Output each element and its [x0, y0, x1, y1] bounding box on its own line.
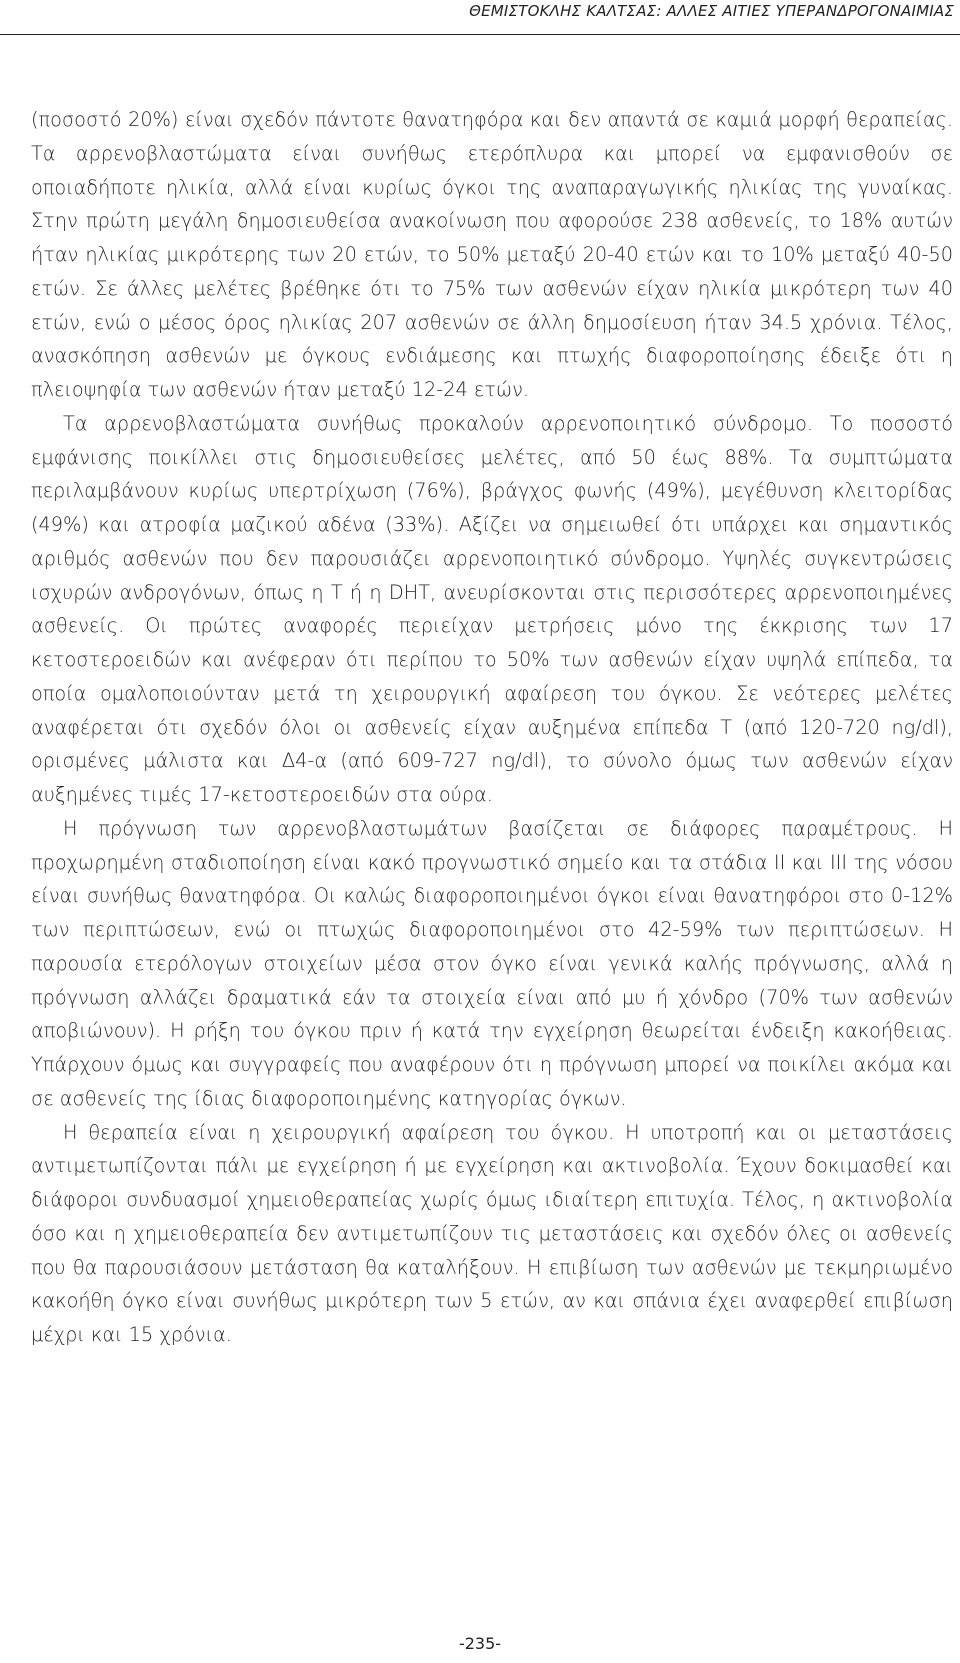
paragraph-treatment: Η θεραπεία είναι η χειρουργική αφαίρεση του όγκου. Η υποτροπή και οι μεταστάσεις αντιμετωπίζονται πάλι με εγχείρηση ή με εγχείρηση και ακτινοβολία. Έχουν δοκιμασθεί και διάφοροι συνδυασμοί χημειοθεραπείας χωρίς όμως ιδιαίτερη επιτυχία. Τέλος, η ακτινοβολία όσο και η χημειοθεραπεία δεν αντιμετωπίζουν τις μεταστάσεις και σχεδόν όλες οι ασθενείς που θα παρουσιάσουν μετάσταση θα καταλήξουν. Η επιβίωση των ασθενών με τεκμηριωμένο κακοήθη όγκο είναι συνήθως μικρότερη των 5 ετών, αν και σπάνια έχει αναφερθεί επιβίωση μέχρι και 15 χρόνια. — [31, 1120, 953, 1346]
paragraph-virilization: Τα αρρενοβλαστώματα συνήθως προκαλούν αρρενοποιητικό σύνδρομο. Το ποσοστό εμφάνισης ποικίλλει στις δημοσιευθείσες μελέτες, από 50 έως 88%. Τα συμπτώματα περιλαμβάνουν κυρίως υπερτρίχωση (76%), βράγχος φωνής (49%), μεγέθυνση κλειτορίδας (49%) και ατροφία μαζικού αδένα (33%). Αξίζει να σημειωθεί ότι υπάρχει και σημαντικός αριθμός ασθενών που δεν παρουσιάζει αρρενοποιητικό σύνδρομο. Υψηλές συγκεντρώσεις ισχυρών ανδρογόνων, όπως η Τ ή η DHT, ανευρίσκονται στις περισσότερες αρρενοποιημένες ασθενείς. Οι πρώτες αναφορές περιείχαν μετρήσεις μόνο της έκκρισης των 17 κετοστεροειδών και ανέφεραν ότι περίπου το 50% των ασθενών είχαν υψηλά επίπεδα, τα οποία ομαλοποιούνταν μετά τη χειρουργική αφαίρεση του όγκου. Σε νεότερες μελέτες αναφέρεται ότι σχεδόν όλοι οι ασθενείς είχαν αυξημένα επίπεδα Τ (από 120-720 ng/dl), ορισμένες μάλιστα και Δ4-α (από 609-727 ng/dl), το σύνολο όμως των ασθενών είχαν αυξημένες τιμές 17-κετοστεροειδών στα ούρα. — [31, 411, 953, 806]
paragraph-continuation: (ποσοστό 20%) είναι σχεδόν πάντοτε θανατηφόρα και δεν απαντά σε καμιά μορφή θεραπείας. Τα αρρενοβλαστώματα είναι συνήθως ετερόπλυρα και μπορεί να εμφανισθούν σε οποιαδήποτε ηλικία, αλλά είναι κυρίως όγκοι της αναπαραγωγικής ηλικίας της γυναίκας. Στην πρώτη μεγάλη δημοσιευθείσα ανακοίνωση που αφορούσε 238 ασθενείς, το 18% αυτών ήταν ηλικίας μικρότερης των 20 ετών, το 50% μεταξύ 20-40 ετών και το 10% μεταξύ 40-50 ετών. Σε άλλες μελέτες βρέθηκε ότι το 75% των ασθενών είχαν ηλικία μικρότερη των 40 ετών, ενώ ο μέσος όρος ηλικίας 207 ασθενών σε άλλη δημοσίευση ήταν 34.5 χρόνια. Τέλος, ανασκόπηση ασθενών με όγκους ενδιάμεσης και πτωχής διαφοροποίησης έδειξε ότι η πλειοψηφία των ασθενών ήταν μεταξύ 12-24 ετών. — [31, 108, 953, 401]
header-divider — [0, 34, 960, 35]
page-number: -235- — [458, 1634, 502, 1653]
article-body — [31, 103, 953, 1352]
paragraph-prognosis: Η πρόγνωση των αρρενοβλαστωμάτων βασίζεται σε διάφορες παραμέτρους. Η προχωρημένη σταδιοποίηση είναι κακό προγνωστικό σημείο και τα στάδια II και III της νόσου είναι συνήθως θανατηφόρα. Οι καλώς διαφοροποιημένοι όγκοι είναι θανατηφόροι στο 0-12% των περιπτώσεων, ενώ οι πτωχώς διαφοροποιημένοι στο 42-59% των περιπτώσεων. Η παρουσία ετερόλογων στοιχείων μέσα στον όγκο είναι γενικά καλής πρόγνωσης, αλλά η πρόγνωση αλλάζει δραματικά εάν τα στοιχεία είναι από μυ ή χόνδρο (70% των ασθενών αποβιώνουν). Η ρήξη του όγκου πριν ή κατά την εγχείρηση θεωρείται ένδειξη κακοήθειας. Υπάρχουν όμως και συγγραφείς που αναφέρουν ότι η πρόγνωση μπορεί να ποικίλει ακόμα και σε ασθενείς της ίδιας διαφοροποιημένης κατηγορίας όγκων. — [31, 816, 953, 1110]
running-header-title: ΘΕΜΙΣΤΟΚΛΗΣ ΚΑΛΤΣΑΣ: ΑΛΛΕΣ ΑΙΤΙΕΣ ΥΠΕΡΑΝΔΡΟΓΟΝΑΙΜΙΑΣ — [469, 2, 954, 20]
